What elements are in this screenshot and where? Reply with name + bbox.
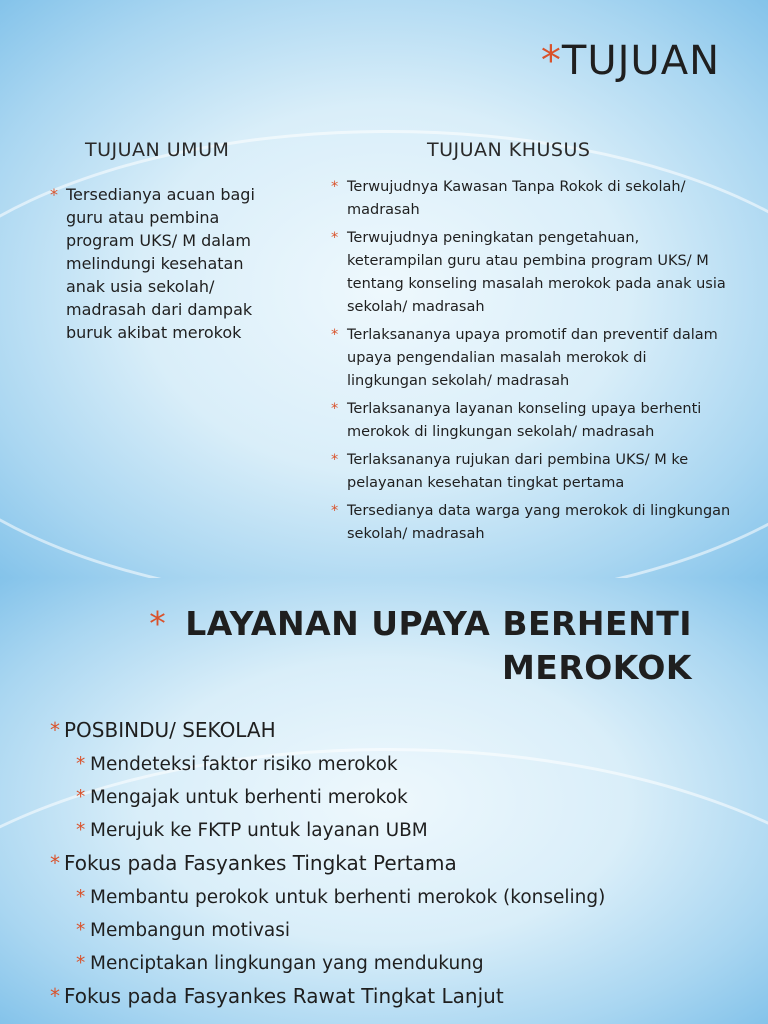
list-item-text: POSBINDU/ SEKOLAH bbox=[64, 718, 276, 742]
title-bullet: * bbox=[540, 38, 562, 84]
bullet-icon: * bbox=[50, 185, 58, 204]
tujuan-khusus-heading: TUJUAN KHUSUS bbox=[427, 139, 591, 161]
bullet-icon: * bbox=[50, 718, 60, 742]
list-item bbox=[50, 183, 280, 344]
list-item-text: Tersedianya acuan bagi guru atau pembina program UKS/ M dalam melindungi kesehatan anak usia sekolah/ madrasah dari dampak buruk akibat merokok bbox=[66, 185, 255, 342]
bullet-icon: * bbox=[331, 503, 339, 519]
list-item-text: Menciptakan lingkungan yang mendukung bbox=[90, 953, 484, 974]
list-item-text: Fokus pada Fasyankes Tingkat Pertama bbox=[64, 851, 457, 875]
list-item bbox=[331, 398, 731, 444]
title-text: TUJUAN bbox=[561, 38, 720, 84]
list-item bbox=[50, 847, 750, 879]
list-item-text: Merujuk ke FKTP untuk layanan UBM bbox=[90, 820, 428, 841]
bullet-icon: * bbox=[76, 920, 86, 941]
title-text-line-2: MEROKOK bbox=[501, 648, 692, 687]
list-item-text: Terlaksananya upaya promotif dan preventif dalam upaya pengendalian masalah merokok di lingkungan sekolah/ madrasah bbox=[347, 327, 718, 389]
sub-list-item bbox=[76, 781, 750, 814]
bullet-icon: * bbox=[76, 787, 86, 808]
bullet-icon: * bbox=[50, 984, 60, 1008]
list-item bbox=[50, 714, 750, 746]
list-item bbox=[331, 500, 731, 546]
tujuan-umum-heading: TUJUAN UMUM bbox=[85, 139, 230, 161]
bullet-icon: * bbox=[331, 401, 339, 417]
sub-list-item bbox=[76, 814, 750, 847]
list-item bbox=[50, 980, 750, 1012]
list-item bbox=[331, 176, 731, 222]
list-item-text: Terwujudnya Kawasan Tanpa Rokok di sekolah/ madrasah bbox=[347, 179, 686, 218]
bullet-icon: * bbox=[331, 327, 339, 343]
list-item-text: Mengajak untuk berhenti merokok bbox=[90, 787, 408, 808]
layanan-list bbox=[50, 714, 750, 1014]
title-bullet: * bbox=[149, 604, 167, 643]
sub-list-item bbox=[76, 748, 750, 781]
list-item-text: Terwujudnya peningkatan pengetahuan, keterampilan guru atau pembina program UKS/ M tentang konseling masalah merokok pada anak usia sekolah/ madrasah bbox=[347, 230, 726, 315]
bullet-icon: * bbox=[76, 887, 86, 908]
bullet-icon: * bbox=[331, 230, 339, 246]
bullet-icon: * bbox=[76, 820, 86, 841]
bullet-icon: * bbox=[50, 851, 60, 875]
title-text-line-1: LAYANAN UPAYA BERHENTI bbox=[185, 604, 692, 643]
slide-title bbox=[541, 38, 720, 84]
slide-layanan-ubm bbox=[0, 578, 768, 1024]
bullet-icon: * bbox=[76, 754, 86, 775]
list-item-text: Terlaksananya rujukan dari pembina UKS/ M ke pelayanan kesehatan tingkat pertama bbox=[347, 452, 689, 491]
list-item bbox=[331, 324, 731, 393]
list-item-text: Terlaksananya layanan konseling upaya berhenti merokok di lingkungan sekolah/ madrasah bbox=[347, 401, 702, 440]
list-item-text: Membantu perokok untuk berhenti merokok (konseling) bbox=[90, 887, 606, 908]
bullet-icon: * bbox=[331, 452, 339, 468]
sub-list-item bbox=[76, 947, 750, 980]
list-item bbox=[331, 449, 731, 495]
list-item bbox=[331, 227, 731, 319]
list-item-text: Mendeteksi faktor risiko merokok bbox=[90, 754, 398, 775]
title-line-1 bbox=[149, 602, 692, 646]
list-item-text: Tersedianya data warga yang merokok di lingkungan sekolah/ madrasah bbox=[347, 503, 731, 542]
tujuan-khusus-list bbox=[331, 176, 731, 551]
tujuan-umum-list bbox=[50, 183, 280, 344]
sub-list-item bbox=[76, 881, 750, 914]
list-item-text: Membangun motivasi bbox=[90, 920, 291, 941]
bullet-icon: * bbox=[76, 953, 86, 974]
bullet-icon: * bbox=[331, 179, 339, 195]
slide-title bbox=[149, 602, 692, 690]
list-item-text: Fokus pada Fasyankes Rawat Tingkat Lanjut bbox=[64, 984, 504, 1008]
sub-list-item bbox=[76, 914, 750, 947]
